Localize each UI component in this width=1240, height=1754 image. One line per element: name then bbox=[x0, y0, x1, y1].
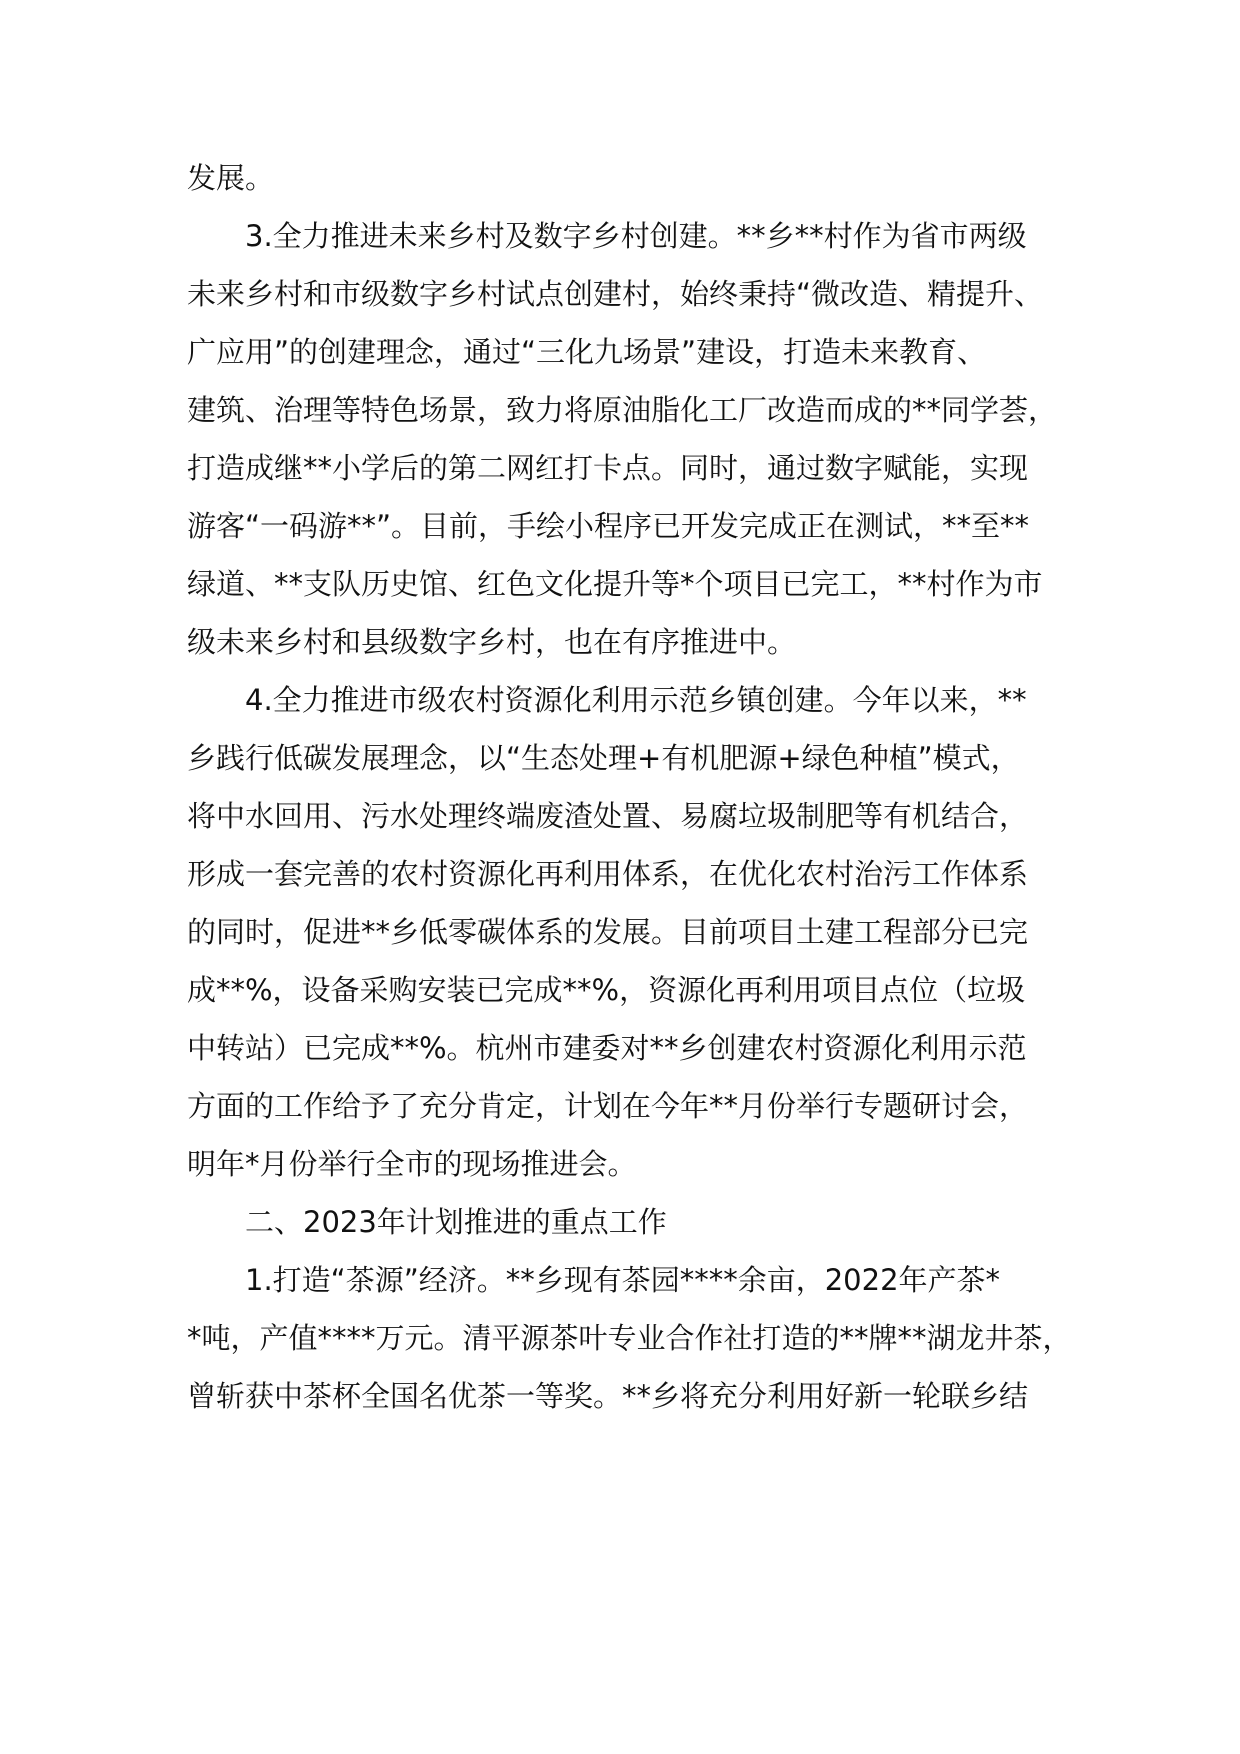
text-line-13: 形成一套完善的农村资源化再利用体系，在优化农村治污工作体系 bbox=[187, 857, 1029, 891]
text-line-11: 乡践行低碳发展理念，以“生态处理+有机肥源+绿色种植”模式， bbox=[187, 741, 1020, 775]
text-line-5: 建筑、治理等特色场景，致力将原油脂化工厂改造而成的**同学荟， bbox=[187, 393, 1058, 427]
text-line-8: 绿道、**支队历史馆、红色文化提升等*个项目已完工，**村作为市 bbox=[187, 567, 1043, 601]
text-line-7: 游客“一码游**”。目前，手绘小程序已开发完成正在测试，**至** bbox=[187, 509, 1030, 543]
text-line-17: 方面的工作给予了充分肯定，计划在今年**月份举行专题研讨会， bbox=[187, 1089, 1029, 1123]
text-line-12: 将中水回用、污水处理终端废渣处置、易腐垃圾制肥等有机结合， bbox=[187, 799, 1029, 833]
section-heading-2: 二、2023年计划推进的重点工作 bbox=[245, 1205, 667, 1239]
text-line-18: 明年*月份举行全市的现场推进会。 bbox=[187, 1147, 637, 1181]
text-line-16: 中转站）已完成**%。杭州市建委对**乡创建农村资源化利用示范 bbox=[187, 1031, 1027, 1065]
text-line-22: 曾斩获中茶杯全国名优茶一等奖。**乡将充分利用好新一轮联乡结 bbox=[187, 1379, 1029, 1413]
text-line-21: *吨，产值****万元。清平源茶叶专业合作社打造的**牌**湖龙井茶， bbox=[187, 1321, 1072, 1355]
text-line-6: 打造成继**小学后的第二网红打卡点。同时，通过数字赋能，实现 bbox=[187, 451, 1029, 485]
section-item-1-heading: 1.打造“茶源”经济。**乡现有茶园****余亩，2022年产茶* bbox=[245, 1263, 1001, 1297]
section-item-3-heading: 3.全力推进未来乡村及数字乡村创建。**乡**村作为省市两级 bbox=[245, 219, 1027, 253]
section-item-4-heading: 4.全力推进市级农村资源化利用示范乡镇创建。今年以来，** bbox=[245, 683, 1027, 717]
text-line-1: 发展。 bbox=[187, 161, 275, 195]
text-line-4: 广应用”的创建理念，通过“三化九场景”建设，打造未来教育、 bbox=[187, 335, 987, 369]
text-line-14: 的同时，促进**乡低零碳体系的发展。目前项目土建工程部分已完 bbox=[187, 915, 1029, 949]
text-line-3: 未来乡村和市级数字乡村试点创建村，始终秉持“微改造、精提升、 bbox=[187, 277, 1044, 311]
text-line-15: 成**%，设备采购安装已完成**%，资源化再利用项目点位（垃圾 bbox=[187, 973, 1026, 1007]
text-line-9: 级未来乡村和县级数字乡村，也在有序推进中。 bbox=[187, 625, 797, 659]
